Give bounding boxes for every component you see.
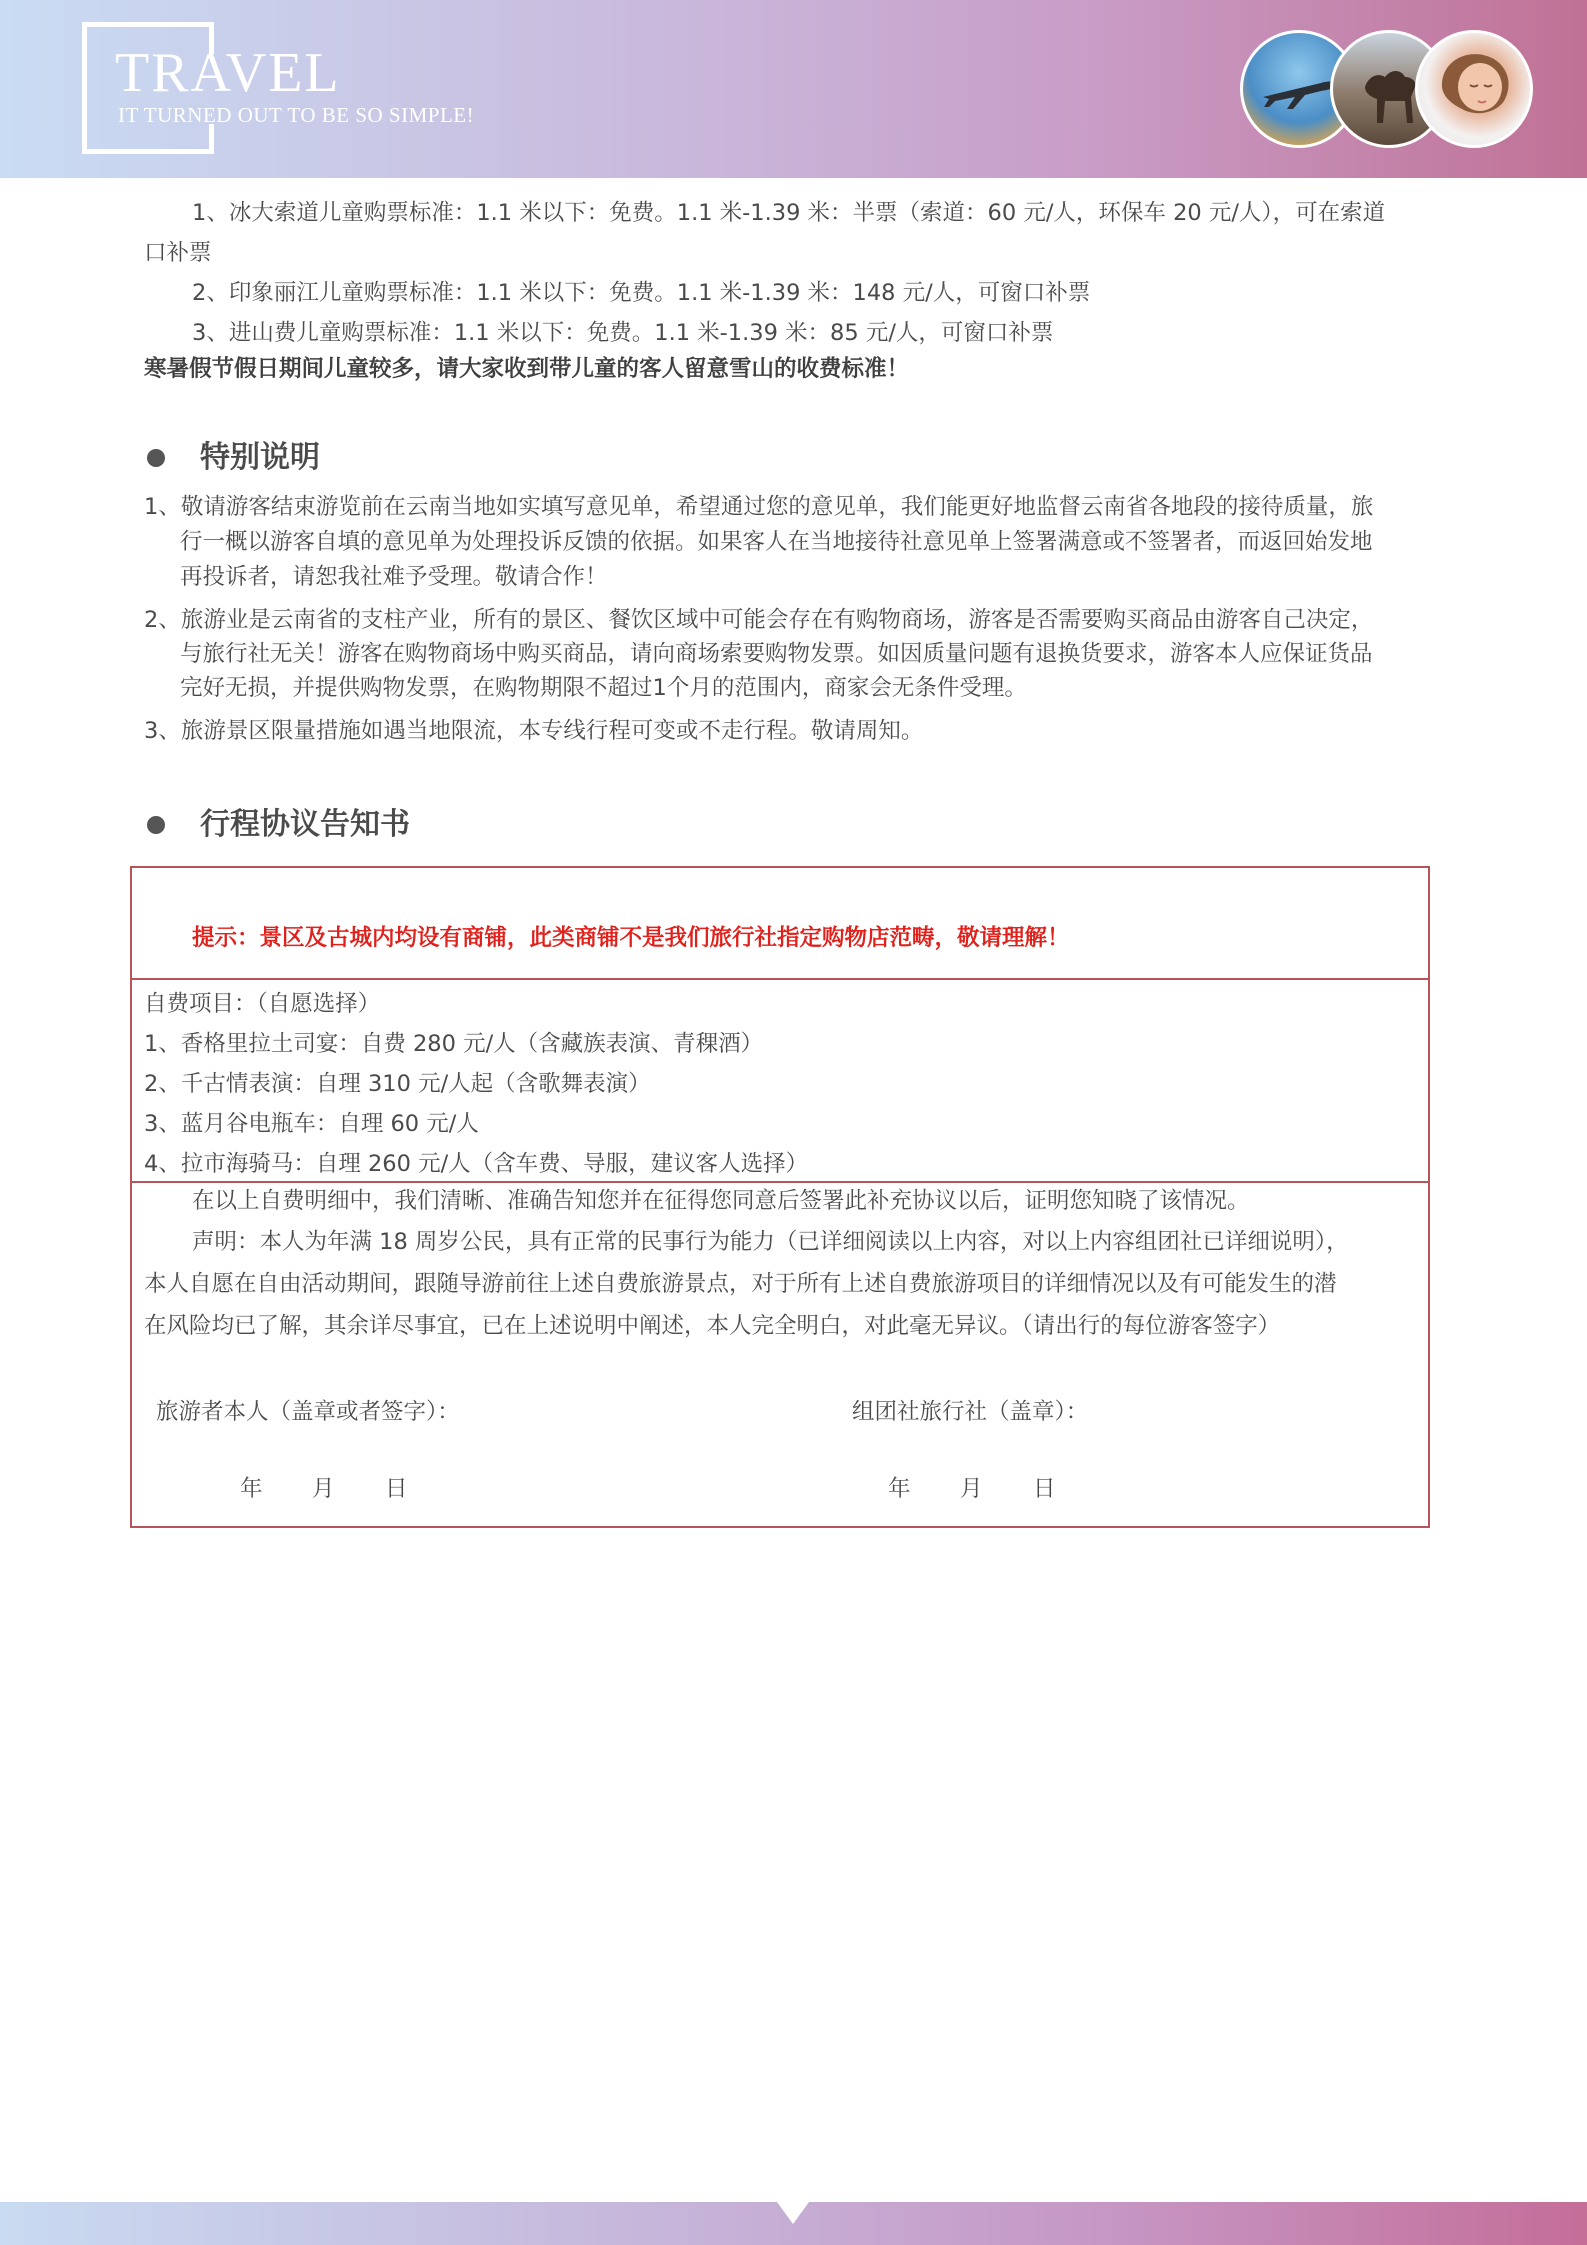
self-pay-item: 4、拉市海骑马：自理 260 元/人（含车费、导服，建议客人选择）: [144, 1151, 809, 1177]
shop-warning: 提示：景区及古城内均设有商铺，此类商铺不是我们旅行社指定购物店范畴，敬请理解！: [192, 925, 1070, 951]
special-para-2-line-1: 2、旅游业是云南省的支柱产业，所有的景区、餐饮区域中可能会存在有购物商场，游客是否需要购买商品由游客自己决定，: [144, 607, 1374, 633]
special-para-1-line-1: 1、敬请游客结束游览前在云南当地如实填写意见单，希望通过您的意见单，我们能更好地监督云南省各地段的接待质量，旅: [144, 494, 1374, 520]
agency-date-year: 年: [888, 1476, 911, 1502]
special-para-1-line-2: 行一概以游客自填的意见单为处理投诉反馈的依据。如果客人在当地接待社意见单上签署满意或不签署者，而返回始发地: [180, 529, 1373, 555]
logo-subtitle: IT TURNED OUT TO BE SO SIMPLE!: [118, 103, 475, 127]
tourist-date-day: 日: [385, 1476, 408, 1502]
declaration-line-2: 本人自愿在自由活动期间，跟随导游前往上述自费旅游景点，对于所有上述自费旅游项目的详细情况以及有可能发生的潜: [144, 1271, 1337, 1297]
child-ticket-item-3: 3、进山费儿童购票标准：1.1 米以下：免费。1.1 米-1.39 米：85 元/人，可窗口补票: [192, 320, 1054, 346]
self-pay-item: 3、蓝月谷电瓶车：自理 60 元/人: [144, 1111, 479, 1137]
notice-text: 在以上自费明细中，我们清晰、准确告知您并在征得您同意后签署此补充协议以后，证明您知晓了该情况。: [192, 1188, 1250, 1214]
agency-date-month: 月: [960, 1476, 983, 1502]
child-ticket-item-1-cont: 口补票: [144, 240, 212, 266]
bullet-icon: [147, 449, 165, 467]
airplane-icon: [1261, 71, 1339, 111]
child-ticket-item-1: 1、冰大索道儿童购票标准：1.1 米以下：免费。1.1 米-1.39 米：半票（索道：60 元/人，环保车 20 元/人），可在索道: [192, 200, 1386, 226]
special-section-title: 特别说明: [200, 440, 320, 475]
agency-date-day: 日: [1033, 1476, 1056, 1502]
special-para-1-line-3: 再投诉者，请恕我社难予受理。敬请合作！: [180, 564, 608, 590]
self-pay-header: 自费项目：（自愿选择）: [144, 991, 381, 1017]
self-pay-item: 1、香格里拉土司宴：自费 280 元/人（含藏族表演、青稞酒）: [144, 1031, 764, 1057]
agency-signature-label: 组团社旅行社（盖章）：: [852, 1399, 1089, 1425]
special-para-3: 3、旅游景区限量措施如遇当地限流，本专线行程可变或不走行程。敬请周知。: [144, 718, 924, 744]
footer-notch: [777, 2202, 809, 2224]
tourist-date-month: 月: [312, 1476, 335, 1502]
self-pay-item: 2、千古情表演：自理 310 元/人起（含歌舞表演）: [144, 1071, 651, 1097]
special-para-2-line-2: 与旅行社无关！游客在购物商场中购买商品，请向商场索要购物发票。如因质量问题有退换货要求，游客本人应保证货品: [180, 641, 1373, 667]
tourist-date-year: 年: [240, 1476, 263, 1502]
bullet-icon: [147, 816, 165, 834]
tourist-signature-label: 旅游者本人（盖章或者签字）：: [156, 1399, 460, 1425]
child-ticket-note: 寒暑假节假日期间儿童较多，请大家收到带儿童的客人留意雪山的收费标准！: [144, 356, 910, 382]
child-ticket-item-2: 2、印象丽江儿童购票标准：1.1 米以下：免费。1.1 米-1.39 米：148 元/人，可窗口补票: [192, 280, 1091, 306]
logo-title: TRAVEL: [115, 42, 341, 104]
declaration-line-3: 在风险均已了解，其余详尽事宜，已在上述说明中阐述，本人完全明白，对此毫无异议。（请出行的每位游客签字）: [144, 1313, 1281, 1339]
special-para-2-line-3: 完好无损，并提供购物发票，在购物期限不超过1个月的范围内，商家会无条件受理。: [180, 675, 1027, 701]
header-banner: [0, 0, 1587, 178]
declaration-line-1: 声明：本人为年满 18 周岁公民，具有正常的民事行为能力（已详细阅读以上内容，对以上内容组团社已详细说明），: [192, 1229, 1349, 1255]
agreement-section-title: 行程协议告知书: [200, 807, 410, 842]
woman-face-icon: [1432, 43, 1522, 133]
sleeping-woman-photo: [1415, 30, 1533, 148]
